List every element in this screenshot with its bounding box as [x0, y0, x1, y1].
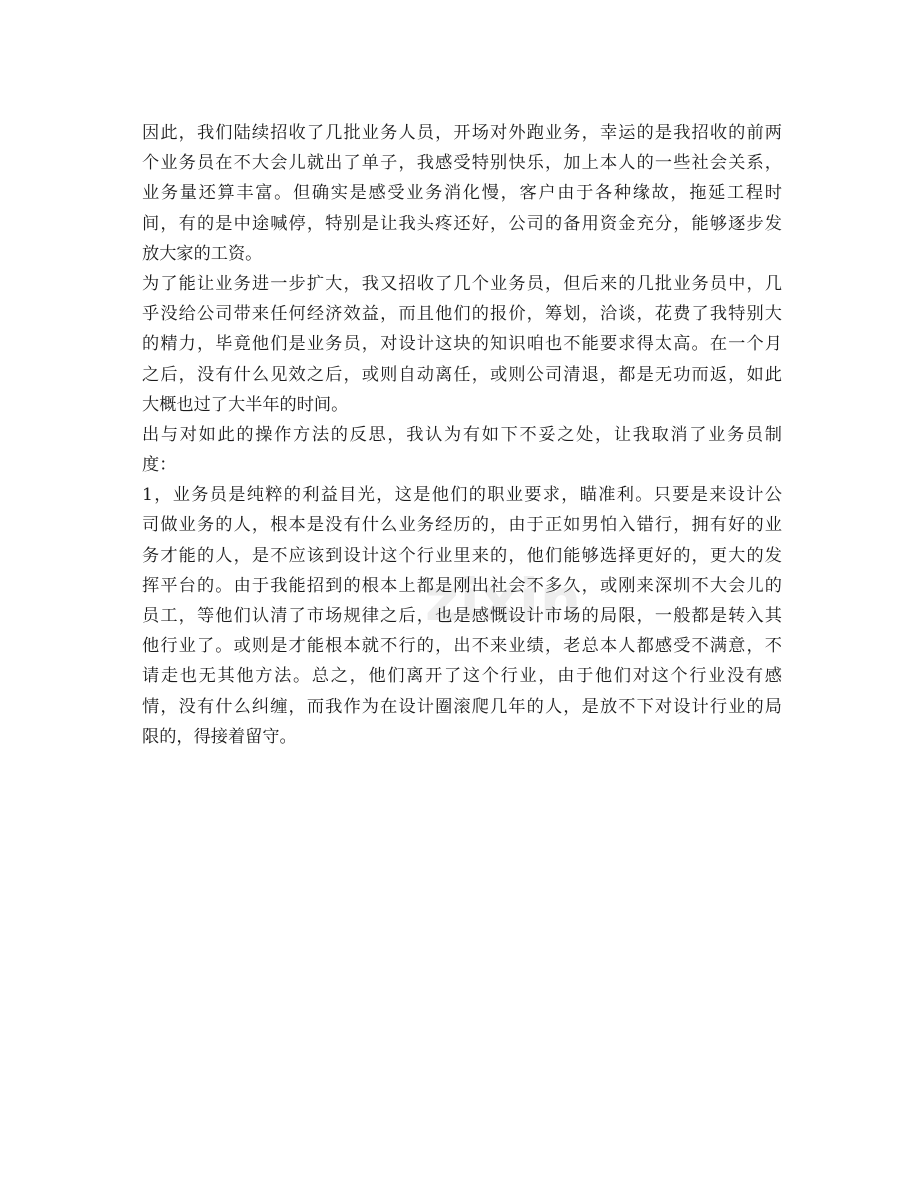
paragraph [142, 118, 782, 269]
text-line: 因此，我们陆续招收了几批业务人员，开场对外跑业务，幸运的是我招收的前两 [142, 123, 782, 143]
text-line: 放大家的工资。 [142, 243, 263, 264]
text-line: 出与对如此的操作方法的反思，我认为有如下不妥之处，让我取消了业务员制 [142, 424, 782, 445]
text-line: 间，有的是中途喊停，特别是让我头疼还好，公司的备用资金充分，能够逐步发 [142, 213, 782, 234]
text-line: 1，业务员是纯粹的利益目光，这是他们的职业要求，瞄准利。只要是来设计公 [142, 485, 782, 506]
paragraph [142, 420, 782, 480]
text-line: 乎没给公司带来任何经济效益，而且他们的报价，筹划，洽谈，花费了我特别大 [142, 304, 782, 325]
text-line: 度： [142, 455, 177, 476]
text-line: 请走也无其他方法。总之，他们离开了这个行业，由于他们对这个行业没有感 [142, 666, 782, 687]
text-line: 大概也过了大半年的时间。 [142, 394, 349, 415]
paragraph [142, 269, 782, 420]
text-line: 他行业了。或则是才能根本就不行的，出不来业绩，老总本人都感受不满意，不 [142, 636, 782, 657]
text-line: 业务量还算丰富。但确实是感受业务消化慢，客户由于各种缘故，拖延工程时 [142, 183, 782, 204]
text-line: 员工，等他们认清了市场规律之后，也是感慨设计市场的局限，一般都是转入其 [142, 606, 782, 626]
text-line: 限的，得接着留守。 [142, 726, 297, 747]
text-line: 司做业务的人，根本是没有什么业务经历的，由于正如男怕入错行，拥有好的业 [142, 515, 782, 536]
text-line: 的精力，毕竟他们是业务员，对设计这块的知识咱也不能要求得太高。在一个月 [142, 334, 782, 355]
watermark: zixin [425, 566, 583, 634]
text-line: 为了能让业务进一步扩大，我又招收了几个业务员，但后来的几批业务员中，几 [142, 273, 782, 294]
document-body [142, 118, 782, 752]
text-line: 务才能的人，是不应该到设计这个行业里来的，他们能够选择更好的，更大的发 [142, 545, 782, 566]
text-line: 个业务员在不大会儿就出了单子，我感受特别快乐，加上本人的一些社会关系， [142, 153, 782, 174]
text-line: 情，没有什么纠缠，而我作为在设计圈滚爬几年的人，是放不下对设计行业的局 [142, 696, 782, 717]
text-line: 挥平台的。由于我能招到的根本上都是刚出社会不多久，或刚来深圳不大会儿的 [142, 575, 782, 596]
text-line: 之后，没有什么见效之后，或则自动离任，或则公司清退，都是无功而返，如此 [142, 364, 782, 385]
paragraph [142, 480, 782, 752]
